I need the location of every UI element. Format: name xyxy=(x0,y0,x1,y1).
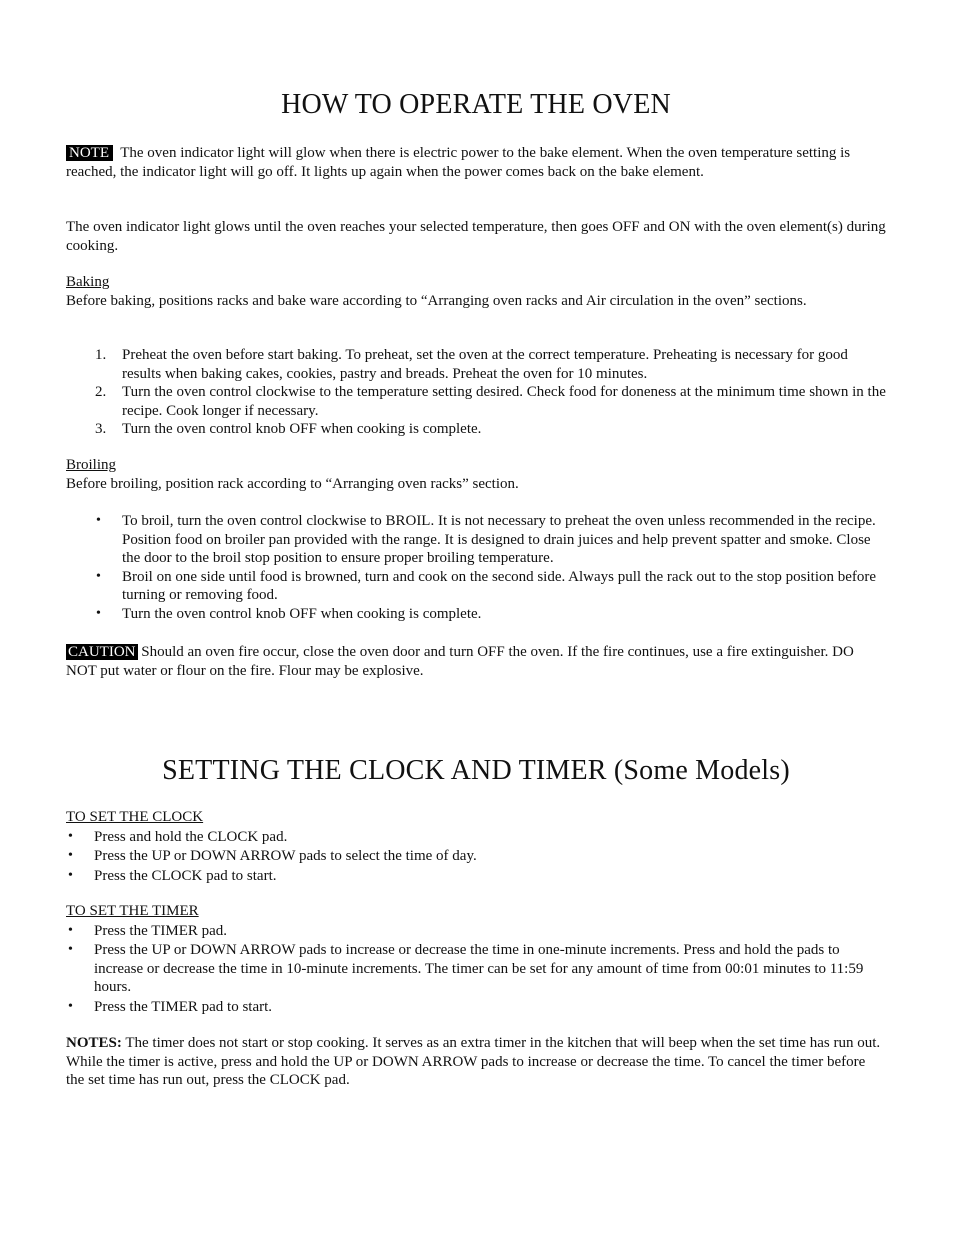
baking-heading: Baking xyxy=(66,274,110,290)
list-item-text: Press and hold the CLOCK pad. xyxy=(94,828,288,845)
broiling-heading: Broiling xyxy=(66,457,117,473)
list-item xyxy=(66,998,886,1017)
bullet: • xyxy=(96,568,101,584)
list-item xyxy=(66,512,886,568)
list-item xyxy=(66,383,886,420)
page-title-clock: SETTING THE CLOCK AND TIMER (Some Models) xyxy=(162,755,790,786)
bullet: • xyxy=(96,513,101,528)
baking-steps-list xyxy=(66,346,886,439)
list-number: 1. xyxy=(95,347,107,363)
notes-text: The timer does not start or stop cooking. It serves as an extra timer in the kitchen that will beep when the set time has run out. While the timer is active, press and hold the UP or DOWN ARROW pads to increase or decrease the time. To cancel the timer before the set time has run out, press the CLOCK pad. xyxy=(66,1035,881,1088)
broiling-section xyxy=(66,456,886,493)
list-item xyxy=(66,867,886,886)
list-number: 3. xyxy=(95,421,107,437)
caution-paragraph xyxy=(66,643,886,680)
bullet: • xyxy=(68,998,73,1014)
list-item-text: To broil, turn the oven control clockwise to BROIL. It is not necessary to preheat the oven unless recommended in the recipe. Position food on broiler pan provided with the range. It is designed to drain juices and help prevent spatter and smoke. Close the door to the broil stop position to ensure proper broiling temperature. xyxy=(122,513,876,566)
timer-steps-list xyxy=(66,922,886,1017)
note-label: NOTE xyxy=(66,145,113,161)
notes-label: NOTES: xyxy=(66,1035,122,1051)
list-item-text: Turn the oven control clockwise to the temperature setting desired. Check food for doneness at the minimum time shown in the recipe. Cook longer if necessary. xyxy=(122,384,886,419)
list-item-text: Turn the oven control knob OFF when cooking is complete. xyxy=(122,421,482,437)
broiling-intro: Before broiling, position rack according to “Arranging oven racks” section. xyxy=(66,475,519,492)
bullet: • xyxy=(68,867,73,883)
bullet: • xyxy=(96,605,101,621)
bullet: • xyxy=(68,942,73,957)
list-item xyxy=(66,941,886,997)
notes-paragraph xyxy=(66,1034,886,1090)
clock-steps-list xyxy=(66,828,886,886)
note-text: The oven indicator light will glow when there is electric power to the bake element. When the oven temperature setting is reached, the indicator light will go off. It lights up again when the power comes back on the bake element. xyxy=(66,145,851,180)
caution-label: CAUTION xyxy=(68,644,136,660)
indicator-paragraph xyxy=(66,218,886,255)
caution-text: Should an oven fire occur, close the oven door and turn OFF the oven. If the fire continues, use a fire extinguisher. DO NOT put water or flour on the fire. Flour may be explosive. xyxy=(66,644,854,679)
list-item xyxy=(66,346,886,383)
clock-section xyxy=(66,808,886,885)
list-item xyxy=(66,828,886,847)
list-item-text: Press the TIMER pad. xyxy=(94,922,228,939)
bullet: • xyxy=(68,922,73,938)
list-item-text: Press the TIMER pad to start. xyxy=(94,998,273,1015)
bullet: • xyxy=(68,848,73,863)
page-title-oven: HOW TO OPERATE THE OVEN xyxy=(281,89,671,120)
note-paragraph xyxy=(66,144,886,181)
list-item xyxy=(66,847,886,866)
broiling-steps-list xyxy=(66,512,886,623)
list-item-text: Turn the oven control knob OFF when cooking is complete. xyxy=(122,605,482,622)
clock-heading: TO SET THE CLOCK xyxy=(66,809,204,825)
list-number: 2. xyxy=(95,384,107,400)
baking-intro: Before baking, positions racks and bake ware according to “Arranging oven racks and Air circulation in the oven” sections. xyxy=(66,292,807,309)
list-item xyxy=(66,605,886,624)
list-item xyxy=(66,922,886,941)
list-item xyxy=(66,420,886,439)
list-item-text: Press the UP or DOWN ARROW pads to increase or decrease the time in one-minute increments. Press and hold the pads to increase or decrease the time in 10-minute increments. The timer can be set for any amount of time from 00:01 minutes to 11:59 hours. xyxy=(94,942,864,995)
timer-heading: TO SET THE TIMER xyxy=(66,903,199,919)
baking-section xyxy=(66,273,886,310)
timer-section xyxy=(66,902,886,1016)
list-item-text: Broil on one side until food is browned, turn and cook on the second side. Always pull the rack out to the stop position before turning or removing food. xyxy=(122,568,877,603)
indicator-text: The oven indicator light glows until the oven reaches your selected temperature, then goes OFF and ON with the oven element(s) during cooking. xyxy=(66,219,886,254)
list-item-text: Preheat the oven before start baking. To preheat, set the oven at the correct temperature. Preheating is necessary for good results when baking cakes, cookies, pastry and breads. Preheat the oven for 10 minutes. xyxy=(122,347,848,382)
list-item xyxy=(66,568,886,605)
list-item-text: Press the CLOCK pad to start. xyxy=(94,867,277,884)
bullet: • xyxy=(68,828,73,844)
list-item-text: Press the UP or DOWN ARROW pads to select the time of day. xyxy=(94,848,477,864)
